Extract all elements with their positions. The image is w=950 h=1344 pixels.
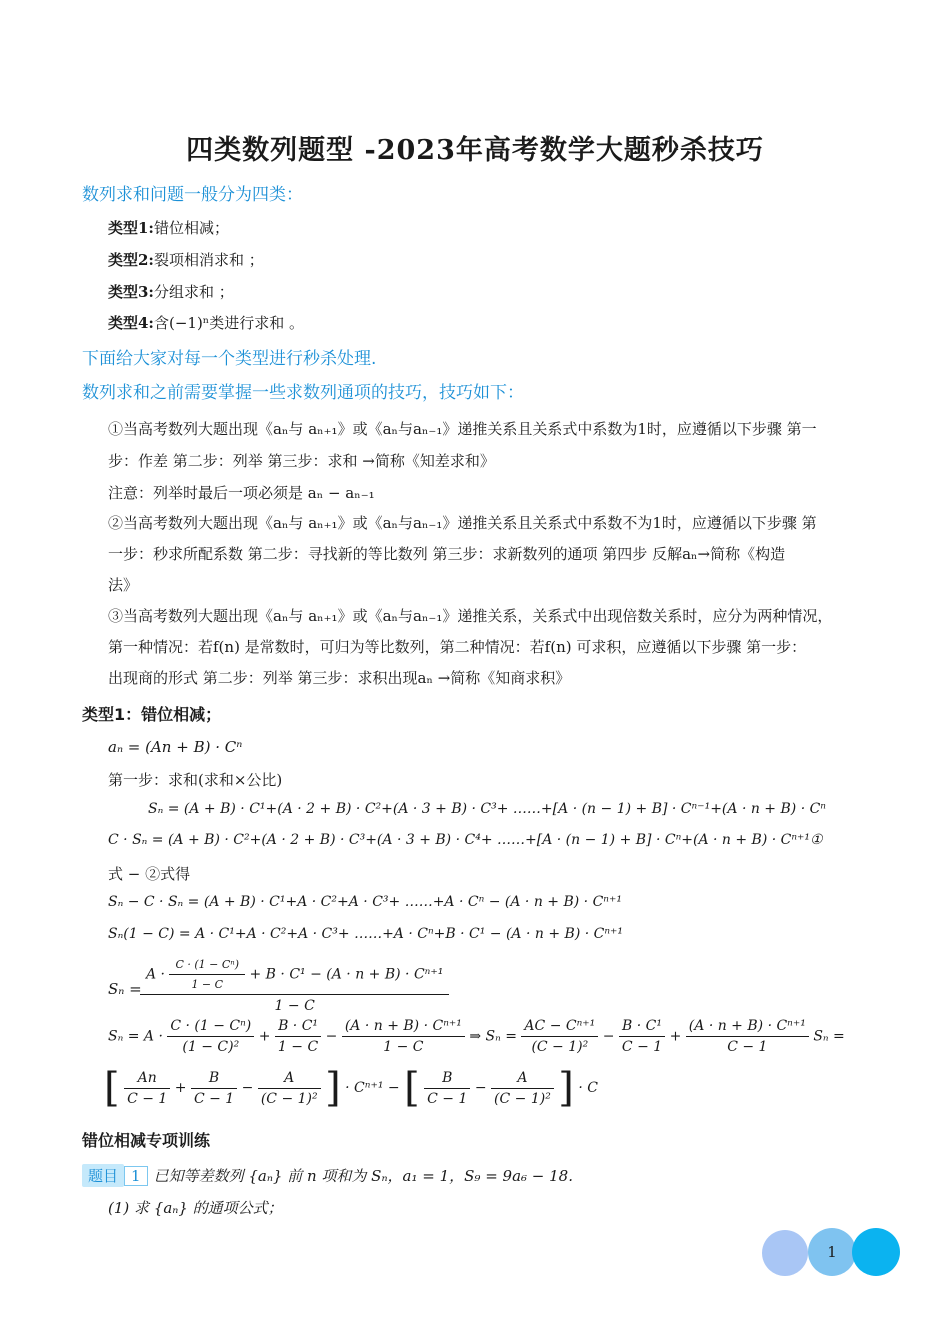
type-item-2	[108, 249, 264, 270]
formula-an: aₙ = (An + B) · Cⁿ	[108, 738, 243, 756]
page-number-badge	[808, 1228, 856, 1276]
eq5-inner-num: C · (1 − Cⁿ)	[169, 958, 245, 975]
eq7-op: −	[241, 1080, 254, 1096]
eq6-tail: Sₙ =	[813, 1028, 845, 1045]
eq7-f1-den: C − 1	[127, 1090, 168, 1107]
eq6-f4-num: AC − Cⁿ⁺¹	[521, 1018, 598, 1037]
eq6-f2-den: 1 − C	[277, 1039, 319, 1055]
tip1-note: 注意：列举时最后一项必须是 aₙ − aₙ₋₁	[108, 484, 375, 502]
eq6-lhs: Sₙ = A ·	[108, 1028, 163, 1045]
eq7-f4-num: B	[424, 1070, 470, 1089]
tip3-line2: 第一种情况：若f(n) 是常数时，可归为等比数列，第二种情况：若f(n) 可求积，应遵循以下步骤 第一步：	[108, 638, 807, 656]
equation-subtract-note: 式 − ②式得	[108, 865, 191, 883]
right-bracket-icon: ]	[558, 1065, 574, 1111]
eq6-f6-num: (A · n + B) · Cⁿ⁺¹	[686, 1018, 809, 1037]
eq7-f5-den: (C − 1)²	[494, 1090, 551, 1107]
type-text: 裂项相消求和 ；	[153, 251, 264, 269]
equation-sn: Sₙ = (A + B) · C¹+(A · 2 + B) · C²+(A · 3 + B) · C³+ ……+[A · (n − 1) + B] · Cⁿ⁻¹+(A · n + B) · Cⁿ	[148, 801, 826, 817]
eq7-f2-num: B	[191, 1070, 237, 1089]
eq6-f3-den: 1 − C	[383, 1039, 424, 1055]
type-text: 错位相减；	[153, 219, 229, 237]
eq5-num-pre: A ·	[146, 966, 166, 983]
eq6-op: +	[669, 1028, 682, 1045]
type-item-1	[108, 217, 229, 238]
tip1-line2: 步：作差 第二步：列举 第三步：求和 →简称《知差求和》	[108, 452, 495, 470]
section-heading-3: 数列求和之前需要掌握一些求数列通项的技巧，技巧如下：	[82, 383, 524, 403]
eq6-f5-num: B · C¹	[619, 1018, 665, 1037]
tip3-line3: 出现商的形式 第二步：列举 第三步：求积出现aₙ →简称《知商求积》	[108, 669, 571, 687]
training-heading: 错位相减专项训练	[82, 1131, 211, 1150]
eq7-f3-num: A	[258, 1070, 321, 1089]
problem-text: 已知等差数列 {aₙ} 前 n 项和为 Sₙ，a₁ = 1，S₉ = 9a₆ − 18.	[153, 1167, 573, 1185]
tip1-line1: ①当高考数列大题出现《aₙ与 aₙ₊₁》或《aₙ与aₙ₋₁》递推关系且关系式中系数为1时，应遵循以下步骤 第一	[108, 420, 817, 438]
step-1: 第一步：求和(求和×公比)	[108, 771, 283, 789]
type-label: 类型3:	[108, 283, 154, 301]
type-label: 类型1:	[108, 219, 154, 237]
eq6-op: −	[325, 1028, 338, 1045]
eq7-mid: · Cⁿ⁺¹ −	[345, 1080, 400, 1096]
equation-sn-lhs: Sₙ =	[108, 980, 142, 998]
type-item-3	[108, 281, 234, 302]
tip3-line1: ③当高考数列大题出现《aₙ与 aₙ₊₁》或《aₙ与aₙ₋₁》递推关系，关系式中出现倍数关系时，应分为两种情况，	[108, 607, 833, 625]
left-bracket-icon: [	[104, 1065, 120, 1111]
eq6-f4-den: (C − 1)²	[531, 1039, 589, 1055]
intro-heading: 数列求和问题一般分为四类：	[82, 185, 303, 205]
type-text: 分组求和 ；	[153, 283, 234, 301]
eq6-f1-num: C · (1 − Cⁿ)	[167, 1018, 254, 1037]
eq7-end: · C	[578, 1080, 598, 1096]
equation-sn-fraction	[140, 958, 449, 1014]
tip2-line2: 一步：秒求所配系数 第二步：寻找新的等比数列 第三步：求新数列的通项 第四步 反解aₙ→简称《构造	[108, 545, 786, 563]
problem-1	[82, 1164, 573, 1187]
equation-closed-form	[108, 1018, 845, 1055]
eq6-f2-num: B · C¹	[275, 1018, 321, 1037]
problem-question-1: (1) 求 {aₙ} 的通项公式；	[108, 1199, 283, 1217]
left-bracket-icon: [	[404, 1065, 420, 1111]
eq6-op: −	[602, 1028, 615, 1045]
eq7-op: +	[174, 1080, 187, 1096]
section-heading-2: 下面给大家对每一个类型进行秒杀处理.	[82, 349, 377, 369]
type-text: 含(−1)ⁿ类进行求和 。	[153, 314, 305, 332]
eq7-f3-den: (C − 1)²	[260, 1090, 318, 1107]
tip2-line1: ②当高考数列大题出现《aₙ与 aₙ₊₁》或《aₙ与aₙ₋₁》递推关系且关系式中系数不为1时，应遵循以下步骤 第	[108, 514, 817, 532]
eq7-f1-num: An	[124, 1070, 170, 1089]
type-label: 类型2:	[108, 251, 154, 269]
decor-dot-icon	[762, 1230, 808, 1276]
eq5-num-post: + B · C¹ − (A · n + B) · Cⁿ⁺¹	[249, 966, 444, 983]
problem-tag: 题目	[82, 1164, 124, 1187]
right-bracket-icon: ]	[325, 1065, 341, 1111]
type-label: 类型4:	[108, 314, 154, 332]
equation-final-form	[104, 1065, 598, 1111]
eq6-op: +	[258, 1028, 271, 1045]
eq7-f2-den: C − 1	[193, 1090, 235, 1107]
problem-number: 1	[124, 1166, 148, 1186]
eq7-f5-num: A	[491, 1070, 554, 1089]
equation-csn: C · Sₙ = (A + B) · C²+(A · 2 + B) · C³+(A · 3 + B) · C⁴+ ……+[A · (n − 1) + B] · Cⁿ+(A · n + B) · Cⁿ⁺¹①	[108, 832, 823, 848]
eq6-arrow: ⇒ Sₙ =	[469, 1028, 517, 1045]
type1-heading: 类型1：错位相减；	[82, 705, 222, 724]
eq6-f5-den: C − 1	[621, 1039, 663, 1055]
eq6-f6-den: C − 1	[727, 1039, 768, 1055]
eq5-inner-den: 1 − C	[191, 978, 224, 991]
eq7-op: −	[474, 1080, 487, 1096]
decor-dot-icon	[852, 1228, 900, 1276]
page-number: 1	[827, 1243, 837, 1261]
page-title: 四类数列题型 -2023年高考数学大题秒杀技巧	[186, 135, 764, 166]
eq5-den: 1 − C	[274, 998, 315, 1014]
eq6-f1-den: (1 − C)²	[182, 1039, 240, 1055]
eq6-f3-num: (A · n + B) · Cⁿ⁺¹	[342, 1018, 465, 1037]
tip2-line3: 法》	[108, 576, 139, 594]
equation-difference: Sₙ − C · Sₙ = (A + B) · C¹+A · C²+A · C³+ ……+A · Cⁿ − (A · n + B) · Cⁿ⁺¹	[108, 894, 622, 910]
equation-factored: Sₙ(1 − C) = A · C¹+A · C²+A · C³+ ……+A · Cⁿ+B · C¹ − (A · n + B) · Cⁿ⁺¹	[108, 926, 624, 942]
type-item-4	[108, 312, 304, 333]
eq7-f4-den: C − 1	[427, 1090, 468, 1107]
